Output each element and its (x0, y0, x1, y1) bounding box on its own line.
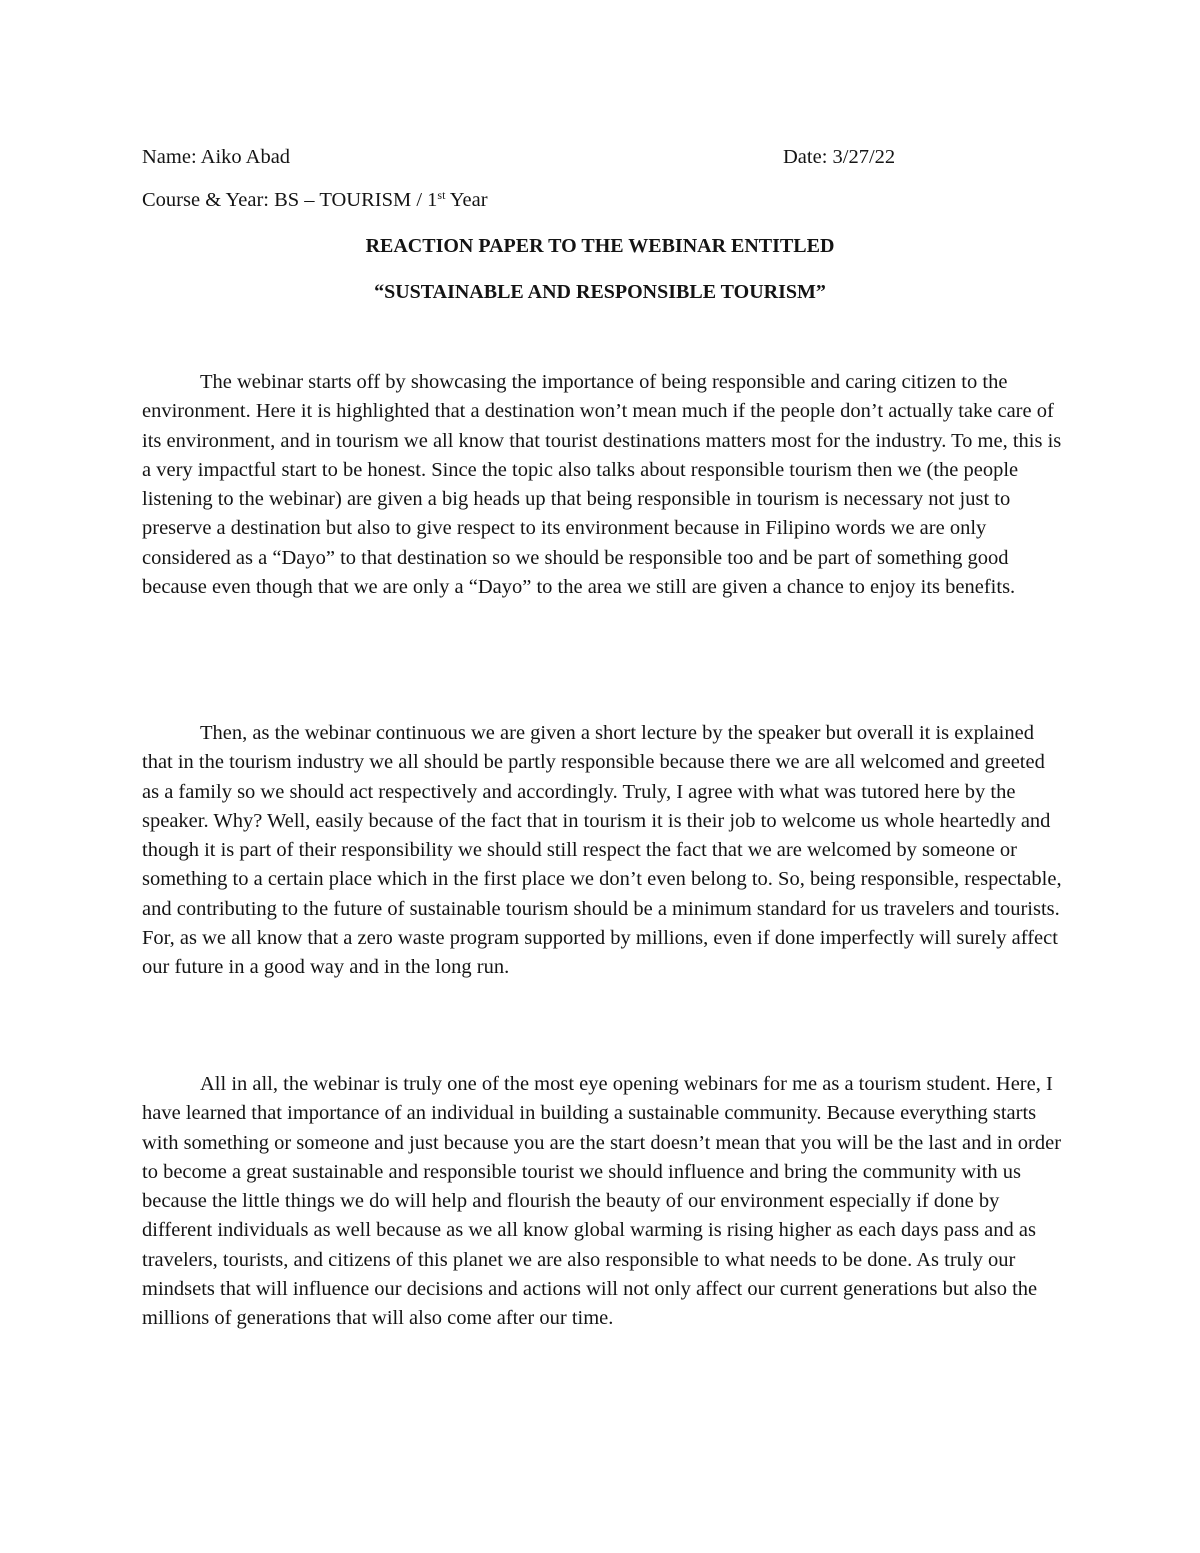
date-field (783, 145, 895, 169)
body-paragraph-2: Then, as the webinar continuous we are given a short lecture by the speaker but overall it is explained that in the tourism industry we all should be partly responsible because there we are all welcomed and greeted as a family so we should act respectively and accordingly. Truly, I agree with what was tutored here by the speaker. Why? Well, easily because of the fact that in tourism it is their job to welcome us whole heartedly and though it is part of their responsibility we should still respect the fact that we are welcomed by someone or something to a certain place which in the first place we don’t even belong to. So, being responsible, respectable, and contributing to the future of sustainable tourism should be a minimum standard for us travelers and tourists. For, as we all know that a zero waste program supported by millions, even if done imperfectly will surely affect our future in a good way and in the long run. (142, 722, 1062, 979)
name-field (142, 145, 290, 169)
date-label: Date: (783, 146, 828, 168)
document-title-line-2: “SUSTAINABLE AND RESPONSIBLE TOURISM” (374, 281, 826, 303)
body-paragraph-1: The webinar starts off by showcasing the importance of being responsible and caring citizen to the environment. Here it is highlighted that a destination won’t mean much if the people don’t actually take care of its environment, and in tourism we all know that tourist destinations matters most for the industry. To me, this is a very impactful start to be honest. Since the topic also talks about responsible tourism then we (the people listening to the webinar) are given a big heads up that being responsible in tourism is necessary not just to preserve a destination but also to give respect to its environment because in Filipino words we are only considered as a “Dayo” to that destination so we should be responsible too and be part of something good because even though that we are only a “Dayo” to the area we still are given a chance to enjoy its benefits. (142, 371, 1062, 599)
name-label: Name: (142, 146, 197, 168)
body-paragraph-3: All in all, the webinar is truly one of the most eye opening webinars for me as a tourism student. Here, I have learned that importance of an individual in building a sustainable community. Because everything starts with something or someone and just because you are the start doesn’t mean that you will be the last and in order to become a great sustainable and responsible tourist we should influence and bring the community with us because the little things we do will help and flourish the beauty of our environment especially if done by different individuals as well because as we all know global warming is rising higher as each days pass and as travelers, tourists, and citizens of this planet we are also responsible to what needs to be done. As truly our mindsets that will influence our decisions and actions will not only affect our current generations but also the millions of generations that will also come after our time. (142, 1073, 1062, 1330)
year-ordinal-suffix: st (437, 188, 446, 202)
course-value: BS – TOURISM / 1 (274, 189, 438, 211)
course-label: Course & Year: (142, 189, 269, 211)
date-value: 3/27/22 (832, 146, 896, 168)
year-word: Year (449, 189, 488, 211)
name-value: Aiko Abad (200, 146, 291, 168)
course-year-field (142, 188, 488, 212)
document-title-line-1: REACTION PAPER TO THE WEBINAR ENTITLED (365, 235, 835, 257)
